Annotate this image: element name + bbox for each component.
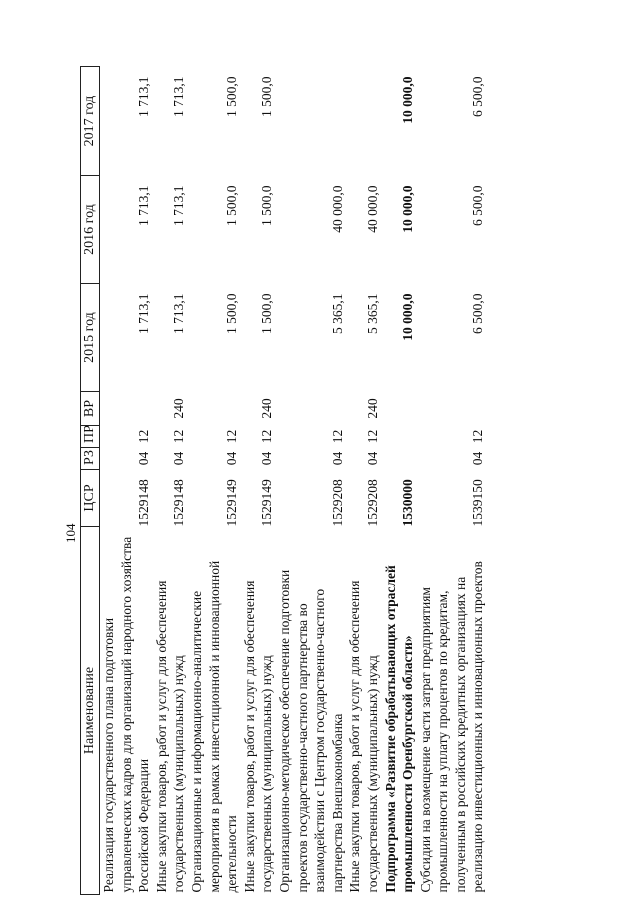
table-row — [100, 67, 153, 895]
table-row — [241, 67, 276, 895]
row-rz: 04 — [171, 451, 187, 466]
row-2015: 1 500,0 — [259, 293, 275, 334]
row-name: Организационно-методическое обеспечение подготовки проектов государственно-частного партнерства во взаимодействии с Центром государственно-частного партнерства Внешэкономбанка — [276, 569, 345, 893]
row-2016: 1 500,0 — [224, 185, 240, 226]
header-2017: 2017 год — [81, 67, 100, 176]
row-2016: 10 000,0 — [400, 185, 416, 233]
header-2015: 2015 год — [81, 284, 100, 392]
row-2017: 10 000,0 — [400, 76, 416, 124]
row-2016: 6 500,0 — [470, 185, 486, 226]
row-2015: 6 500,0 — [470, 293, 486, 334]
row-csr: 1539150 — [470, 479, 486, 527]
row-2016: 40 000,0 — [364, 185, 380, 233]
table-row-subprogram — [382, 67, 417, 895]
document-page — [63, 55, 580, 895]
table-row — [188, 67, 241, 895]
row-pr: 12 — [224, 429, 240, 444]
row-name: Иные закупки товаров, работ и услуг для обеспечения государственных (муниципальных) нужд — [241, 580, 275, 893]
row-pr: 12 — [470, 429, 486, 444]
row-pr: 12 — [364, 429, 380, 444]
row-2017: 1 713,1 — [136, 76, 152, 117]
row-2016: 1 713,1 — [171, 185, 187, 226]
row-name: Организационные и информационно-аналитические мероприятия в рамках инвестиционной и инновационной деятельности — [188, 560, 240, 893]
row-vr: 240 — [364, 398, 380, 419]
row-pr: 12 — [259, 429, 275, 444]
row-csr: 1529148 — [171, 479, 187, 527]
row-csr: 1530000 — [400, 479, 416, 527]
row-2016: 1 713,1 — [136, 185, 152, 226]
row-2017: 6 500,0 — [470, 76, 486, 117]
table-row — [276, 67, 346, 895]
table-header-row — [81, 67, 100, 895]
table-row — [346, 67, 381, 895]
row-rz — [382, 448, 417, 470]
row-name: Субсидии на возмещение части затрат предприятиям промышленности на уплату процентов по кредитам, полученным в российских кредитных организациях на реализацию инвестиционных и инновационных проектов — [417, 561, 486, 893]
row-csr: 1529208 — [364, 479, 380, 527]
row-rz: 04 — [470, 451, 486, 466]
row-2017: 1 500,0 — [259, 76, 275, 117]
header-csr: ЦСР — [81, 470, 100, 527]
header-2016: 2016 год — [81, 176, 100, 284]
row-pr: 12 — [329, 429, 345, 444]
header-rz: РЗ — [81, 448, 100, 470]
row-pr — [382, 426, 417, 448]
row-vr: 240 — [259, 398, 275, 419]
row-rz: 04 — [259, 451, 275, 466]
row-rz: 04 — [224, 451, 240, 466]
row-2015: 5 365,1 — [329, 293, 345, 334]
row-csr: 1529149 — [224, 479, 240, 527]
row-2015: 1 500,0 — [224, 293, 240, 334]
budget-table — [80, 66, 487, 895]
row-vr — [188, 392, 241, 426]
header-name: Наименование — [81, 527, 100, 895]
row-2015: 1 713,1 — [136, 293, 152, 334]
row-2017: 1 713,1 — [171, 76, 187, 117]
row-csr: 1529208 — [329, 479, 345, 527]
row-name: Реализация государственного плана подготовки управленческих кадров для организаций народного хозяйства Российской Федерации — [101, 536, 152, 893]
table-row — [153, 67, 188, 895]
row-vr: 240 — [171, 398, 187, 419]
row-2015: 5 365,1 — [364, 293, 380, 334]
row-csr: 1529148 — [136, 479, 152, 527]
row-vr — [276, 392, 346, 426]
row-2017: 1 500,0 — [224, 76, 240, 117]
row-rz: 04 — [364, 451, 380, 466]
row-2017 — [346, 67, 381, 176]
row-2017 — [276, 67, 346, 176]
row-2016: 1 500,0 — [259, 185, 275, 226]
row-vr — [382, 392, 417, 426]
header-pr: ПР — [81, 426, 100, 448]
row-name: Иные закупки товаров, работ и услуг для обеспечения государственных (муниципальных) нужд — [347, 580, 380, 893]
row-2015: 10 000,0 — [400, 293, 416, 341]
page-number: 104 — [63, 523, 78, 543]
row-2015: 1 713,1 — [171, 293, 187, 334]
row-rz: 04 — [329, 451, 345, 466]
row-name: Подпрограмма «Развитие обрабатывающих отраслей промышленности Оренбургской области» — [382, 565, 416, 893]
row-2016: 40 000,0 — [329, 185, 345, 233]
row-name: Иные закупки товаров, работ и услуг для обеспечения государственных (муниципальных) нужд — [153, 580, 187, 893]
row-rz: 04 — [136, 451, 152, 466]
header-vr: ВР — [81, 392, 100, 426]
row-vr — [100, 392, 153, 426]
table-row — [417, 67, 487, 895]
row-vr — [417, 392, 487, 426]
row-csr: 1529149 — [259, 479, 275, 527]
row-pr: 12 — [171, 429, 187, 444]
row-pr: 12 — [136, 429, 152, 444]
